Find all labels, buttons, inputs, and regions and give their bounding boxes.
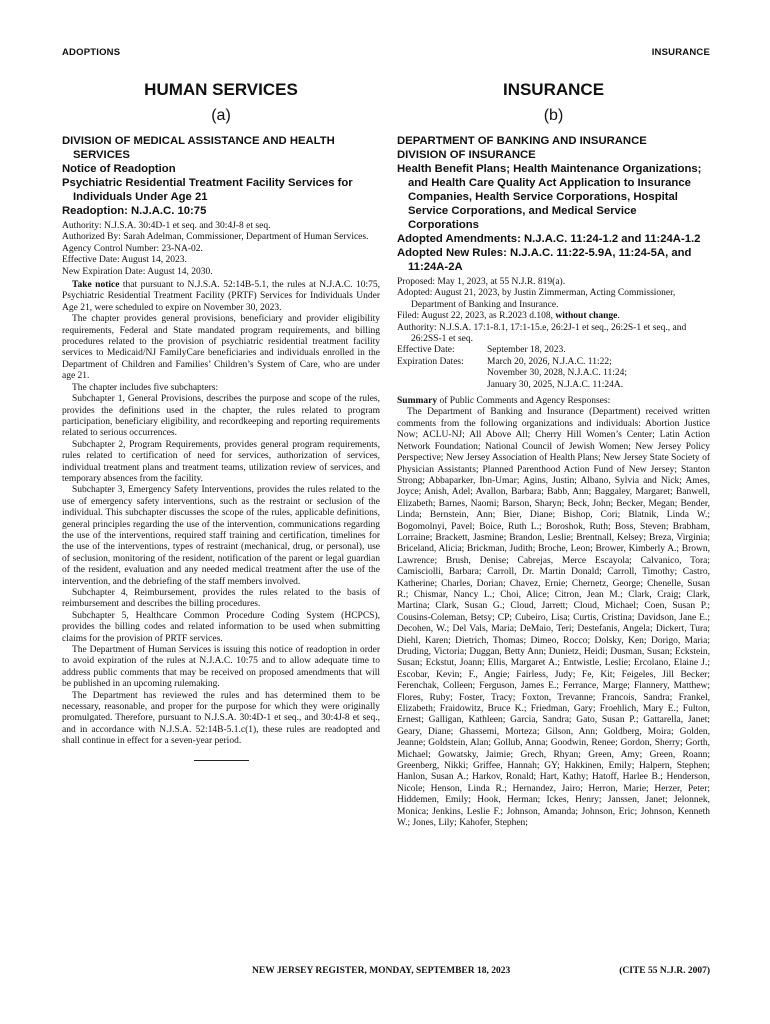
expiration-date-2: November 30, 2028, N.J.A.C. 11:24; bbox=[487, 368, 628, 379]
adopted-new-rules-heading: Adopted New Rules: N.J.A.C. 11:22-5.9A, 11:24-5A, and 11:24A-2A bbox=[397, 247, 692, 273]
expiration-date-line: New Expiration Date: August 14, 2030. bbox=[62, 266, 213, 277]
footer-register-date: NEW JERSEY REGISTER, MONDAY, SEPTEMBER 18, 2023 bbox=[252, 966, 511, 976]
paragraph-subchapter-4: Subchapter 4, Reimbursement, provides the rules related to the basis of reimbursement and describes the billing procedures. bbox=[62, 588, 380, 610]
paragraph-subchapter-5: Subchapter 5, Healthcare Common Procedure Coding System (HCPCS), provides the billing codes and related information to be used when submitting claims for the provision of PRTF services. bbox=[62, 610, 380, 644]
paragraph-subchapter-2: Subchapter 2, Program Requirements, provides general program requirements, rules related to certification of need for services, authorization of services, individual treatment plans and treatment teams, utilization review of services, and temporary absences from the facility. bbox=[62, 439, 380, 484]
expiration-date-3: January 30, 2025, N.J.A.C. 11:24A. bbox=[487, 379, 624, 390]
paragraph-subchapters: The chapter includes five subchapters: bbox=[72, 382, 219, 393]
header-right: INSURANCE bbox=[651, 47, 710, 58]
authority-line-insurance: Authority: N.J.S.A. 17:1-8.1, 17:1-15.e, 26:2J-1 et seq., 26:2S-1 et seq., and 26:2SS-1 et seq. bbox=[397, 322, 687, 345]
proposed-line: Proposed: May 1, 2023, at 55 N.J.R. 819(a). bbox=[397, 277, 566, 287]
header-left: ADOPTIONS bbox=[62, 47, 121, 58]
subject-heading: Psychiatric Residential Treatment Facility Services for Individuals Under Age 21 bbox=[62, 177, 353, 203]
paragraph-subchapter-3: Subchapter 3, Emergency Safety Interventions, provides the rules related to the use of emergency safety interventions, such as the restraint or seclusion of the individual. This subchapter discusses the scope of the rules, applicable definitions, general principles regarding the use of the intervention, communications regarding the use of the interventions, required staff training and certification, timelines for the use of the interventions, types of restraint (mechanical, drug, or personal), use of seclusion, monitoring of the resident, notification of the parent or legal guardian of the resident, evaluation and any needed medical treatment after the use of the intervention, and the debriefing of the staff members involved. bbox=[62, 485, 380, 587]
department-heading: DEPARTMENT OF BANKING AND INSURANCE bbox=[397, 135, 647, 147]
without-change: without change bbox=[555, 311, 618, 322]
expiration-date-1: March 20, 2026, N.J.A.C. 11:22; bbox=[487, 356, 612, 367]
division-heading: DIVISION OF MEDICAL ASSISTANCE AND HEALTH SERVICES bbox=[62, 135, 335, 161]
division-heading-insurance: DIVISION OF INSURANCE bbox=[397, 149, 536, 161]
running-header bbox=[62, 47, 710, 58]
section-letter-b: (b) bbox=[543, 107, 564, 124]
readoption-heading: Readoption: N.J.A.C. 10:75 bbox=[62, 205, 207, 217]
expiration-dates-row: Expiration Dates: March 20, 2026, N.J.A.C. 11:22; November 30, 2028, N.J.A.C. 11:24; January 30, 2025, N.J.A.C. 11:24A. bbox=[397, 357, 710, 391]
section-title-insurance: INSURANCE bbox=[502, 80, 605, 99]
paragraph-subchapter-1: Subchapter 1, General Provisions, describes the purpose and scope of the rules, provides the definitions used in the chapter, the rules related to program participation, beneficiary eligibility, and recordkeeping and reporting requirements related to serious occurrences. bbox=[62, 394, 380, 439]
paragraph-take-notice: Take notice that pursuant to N.J.S.A. 52:14B-5.1, the rules at N.J.A.C. 10:75, Psychiatric Residential Treatment Facility (PRTF) Services for Individuals Under Age 21, were scheduled to expire on November 30, 2023. bbox=[62, 280, 381, 313]
notice-heading: Notice of Readoption bbox=[62, 163, 176, 175]
paragraph-issuing-notice: The Department of Human Services is issuing this notice of readoption in order to avoid expiration of the rules at N.J.A.C. 10:75 and to allow adequate time to address public comments that may be received on proposed amendments that will be published in an upcoming rulemaking. bbox=[62, 645, 380, 690]
adopted-amendments-heading: Adopted Amendments: N.J.A.C. 11:24-1.2 and 11:24A-1.2 bbox=[397, 233, 701, 245]
section-title-human-services: HUMAN SERVICES bbox=[144, 80, 298, 99]
paragraph-determination: The Department has reviewed the rules and has determined them to be necessary, reasonable, and proper for the purpose for which they were originally promulgated. Therefore, pursuant to N.J.S.A. 30:4D-1 et seq., and 30:4J-8 et seq., and in accordance with N.J.S.A. 52:14B-5.1.c(1), these rules are readopted and shall continue in effect for a seven-year period. bbox=[62, 690, 380, 747]
summary-heading: Summary of Public Comments and Agency Responses: bbox=[397, 396, 611, 407]
filed-line: Filed: August 22, 2023, as R.2023 d.108, without change. bbox=[397, 311, 620, 322]
footer-citation: (CITE 55 N.J.R. 2007) bbox=[619, 966, 710, 976]
end-rule bbox=[194, 760, 249, 761]
agency-control-line: Agency Control Number: 23-NA-02. bbox=[62, 243, 203, 254]
effective-date-row: Effective Date: September 18, 2023. bbox=[397, 345, 566, 356]
right-column bbox=[397, 80, 710, 830]
authority-line: Authority: N.J.S.A. 30:4D-1 et seq. and 30:4J-8 et seq. bbox=[62, 221, 271, 231]
paragraph-chapter-provides: The chapter provides general provisions, beneficiary and provider eligibility requirements, Federal and State mandated program requirements, and billing procedures related to the provision of psychiatric residential treatment facility services to Medicaid/NJ FamilyCare beneficiaries and individuals enrolled in the Department of Children and Families’ Children’s System of Care, who are under age 21. bbox=[62, 314, 380, 382]
adopted-line: Adopted: August 21, 2023, by Justin Zimmerman, Acting Commissioner, Department of Banking and Insurance. bbox=[397, 288, 676, 310]
left-column bbox=[62, 80, 380, 761]
paragraph-commenters: The Department of Banking and Insurance (Department) received written comments from the following organizations and individuals: Abortion Justice Now; ACLU-NJ; All Above All; Cherry Hill Women’s Center; Latin Action Network Foundation; National Council of Jewish Women; New Jersey Policy Perspective; New Jersey Association of Health Plans; New Jersey State Society of Physician Assistants; Planned Parenthood Action Fund of New Jersey; Stanton Strong; Abbaparker, Ibn-Umar; Agins, Justin; Albano, Sylvia and Nick; Ames, Joyce; Anish, Adel; Avallon, Barbara; Babb, Ann; Baggaley, Margaret; Banwell, Elizabeth; Barnes, Naomi; Barson, Sharyn; Beck, John; Becker, Megan; Bender, Linda; Bernstein, Ann; Bier, Diane; Bishop, Cori; Blatnik, Linda W.; Bogomolnyi, Pavel; Boice, Ruth L.; Boroshok, Ruth; Boss, Steven; Brabham, Lorraine; Brackett, Jasmine; Brandon, Leslie; Brentnall, Kelsey; Breza, Virginia; Briceland, Alicia; Brickman, Judith; Broche, Leon; Brower, Kimberly A.; Brown, Lawrence; Brush, Denise; Cabrejas, Merce Escayola; Calvanico, Tora; Camisciolli, Barbara; Carroll, Dr. Martin Donald; Carroll, Timothy; Castro, Katherine; Charles, Dorian; Chavez, Ernie; Chernetz, George; Chenelle, Susan R.; Chismar, Nancy L.; Choi, Alice; Citron, Jean M.; Clark, Craig; Clark, Martina; Clark, Susan G.; Cloud, Jarrett; Cloud, Michael; Coen, Susan P.; Cousins-Coleman, Betsy; CP; Cubeiro, Lisa; Curtis, Cristina; Davidson, Jane E.; Decohen, W.; Del Vals, Maria; DeMaio, Teri; Destefanis, Angela; Dickert, Tura; Diehl, Karen; Dietrich, Thomas; Dimeo, Rocco; Dolsky, Ken; Dorigo, Maria; Druding, Victoria; Duggan, Betty Ann; Dunietz, Heidi; Dusman, Susan; Eckstein, Susan; Eckstut, Joann; Ellis, Margaret A.; Entwistle, Leslie; Ercolano, Elaine J.; Escobar, Kevin; F., Angie; Fairless, Judy; Fe, Kit; Feigeles, Jill Becker; Ferenchak, Colleen; Ferguson, James E.; Ferrance, Marge; Flannery, Matthew; Flores, Ruby; Foster, Tracy; Foxton, Trevanne; Francois, Sandra; Frankel, Elizabeth; Fraidowitz, Bruce K.; Friedman, Gary; Froehlich, Mary E.; Fulton, Ernest; Galligan, Kathleen; Garcia, Sandra; Gato, Susan P.; Gattarella, Janet; Geary, Diane; Ghassemi, Morteza; Gilson, Ann; Goldberg, Moira; Golden, Jeanne; Goldstein, Alan; Gollub, Anna; Goodwin, Renee; Gordon, Sherry; Gorth, Michael; Gowatsky, Jaimie; Grech, Rhyan; Green, Amy; Green, Roann; Greenberg, Nikki; Griffee, Hannah; GY; Hakkinen, Emily; Halpern, Stephen; Hanlon, Susan A.; Harkov, Ronald; Hart, Kathy; Hatoff, Harlee B.; Henderson, Nicole; Henson, Linda R.; Hernandez, Jairo; Herron, Marie; Herzer, Peter; Hiddemen, Emily; Hook, Herman; Ickes, Henry; Janssen, Janet; Jelonnek, Monica; Jenkins, Leslie F.; Johnson, Amanda; Johnson, Eric; Johnson, Kenneth W.; Jones, Lily; Kahofer, Stephen; bbox=[397, 407, 710, 829]
take-notice-lead: Take notice bbox=[72, 280, 120, 291]
effective-date-line: Effective Date: August 14, 2023. bbox=[62, 255, 187, 266]
section-letter-a: (a) bbox=[211, 107, 231, 124]
subject-heading-insurance: Health Benefit Plans; Health Maintenance Organizations; and Health Care Quality Act Application to Insurance Companies, Health Service Corporations, Hospital Service Corporations, and Medical Service Corporations bbox=[397, 163, 702, 231]
authorized-by-line: Authorized By: Sarah Adelman, Commissioner, Department of Human Services. bbox=[62, 232, 369, 243]
